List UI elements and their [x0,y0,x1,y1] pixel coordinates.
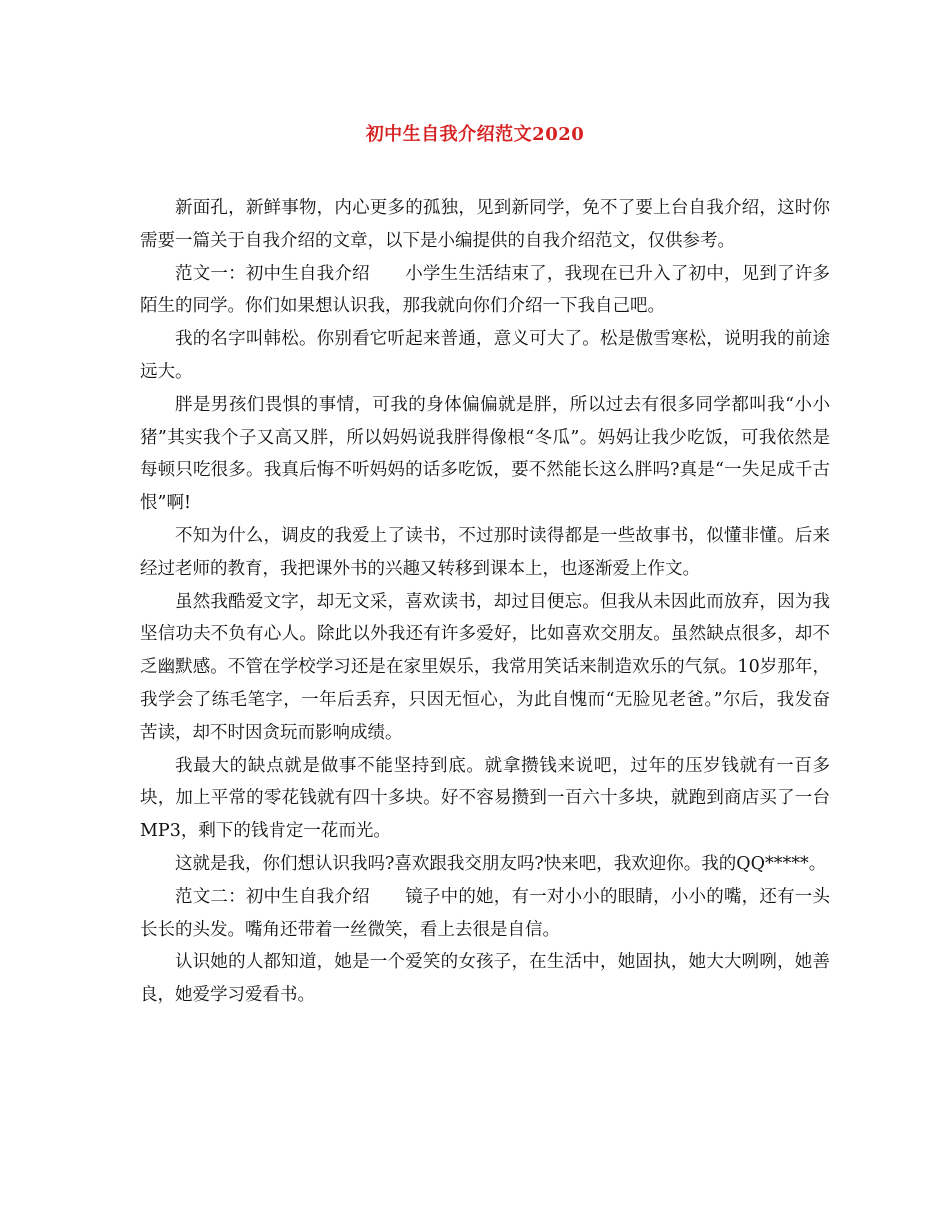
paragraph-closing: 这就是我，你们想认识我吗?喜欢跟我交朋友吗?快来吧，我欢迎你。我的QQ*****。 [175,853,827,874]
paragraph-personality: 认识她的人都知道，她是一个爱笑的女孩子，在生活中，她固执，她大大咧咧，她善良，她爱学习爱看书。 [140,952,830,1006]
paragraph-sample-one-opening: 范文一：初中生自我介绍 小学生生活结束了，我现在已升入了初中，见到了许多陌生的同学。你们如果想认识我，那我就向你们介绍一下我自己吧。 [140,263,830,317]
paragraph-intro: 新面孔，新鲜事物，内心更多的孤独，见到新同学，免不了要上台自我介绍，这时你需要一篇关于自我介绍的文章，以下是小编提供的自我介绍范文，仅供参考。 [140,198,830,251]
paragraph-appearance: 胖是男孩们畏惧的事情，可我的身体偏偏就是胖，所以过去有很多同学都叫我“小小猪”其实我个子又高又胖，所以妈妈说我胖得像根“冬瓜”。妈妈让我少吃饭，可我依然是每顿只吃很多。我真后悔不听妈妈的话多吃饭，要不然能长这么胖吗?真是“一失足成千古恨”啊! [140,394,830,514]
paragraph-hobbies: 虽然我酷爱文字，却无文采，喜欢读书，却过目便忘。但我从未因此而放弃，因为我坚信功夫不负有心人。除此以外我还有许多爱好，比如喜欢交朋友。虽然缺点很多，却不乏幽默感。不管在学校学习还是在家里娱乐，我常用笑话来制造欢乐的气氛。10岁那年，我学会了练毛笔字，一年后丢弃，只因无恒心，为此自愧而“无脸见老爸。”尔后，我发奋苦读，却不时因贪玩而影响成绩。 [140,591,830,743]
document-title: 初中生自我介绍范文2020 [365,124,585,145]
paragraph-name: 我的名字叫韩松。你别看它听起来普通，意义可大了。松是傲雪寒松，说明我的前途远大。 [140,329,830,382]
paragraph-shortcoming: 我最大的缺点就是做事不能坚持到底。就拿攒钱来说吧，过年的压岁钱就有一百多块，加上平常的零花钱就有四十多块。好不容易攒到一百六十多块，就跑到商店买了一台MP3，剩下的钱肯定一花而光。 [140,755,830,842]
document-body [140,192,830,1012]
paragraph-sample-two-opening: 范文二：初中生自我介绍 镜子中的她，有一对小小的眼睛，小小的嘴，还有一头长长的头发。嘴角还带着一丝微笑，看上去很是自信。 [140,886,830,940]
paragraph-reading: 不知为什么，调皮的我爱上了读书，不过那时读得都是一些故事书，似懂非懂。后来经过老师的教育，我把课外书的兴趣又转移到课本上，也逐渐爱上作文。 [140,525,830,579]
